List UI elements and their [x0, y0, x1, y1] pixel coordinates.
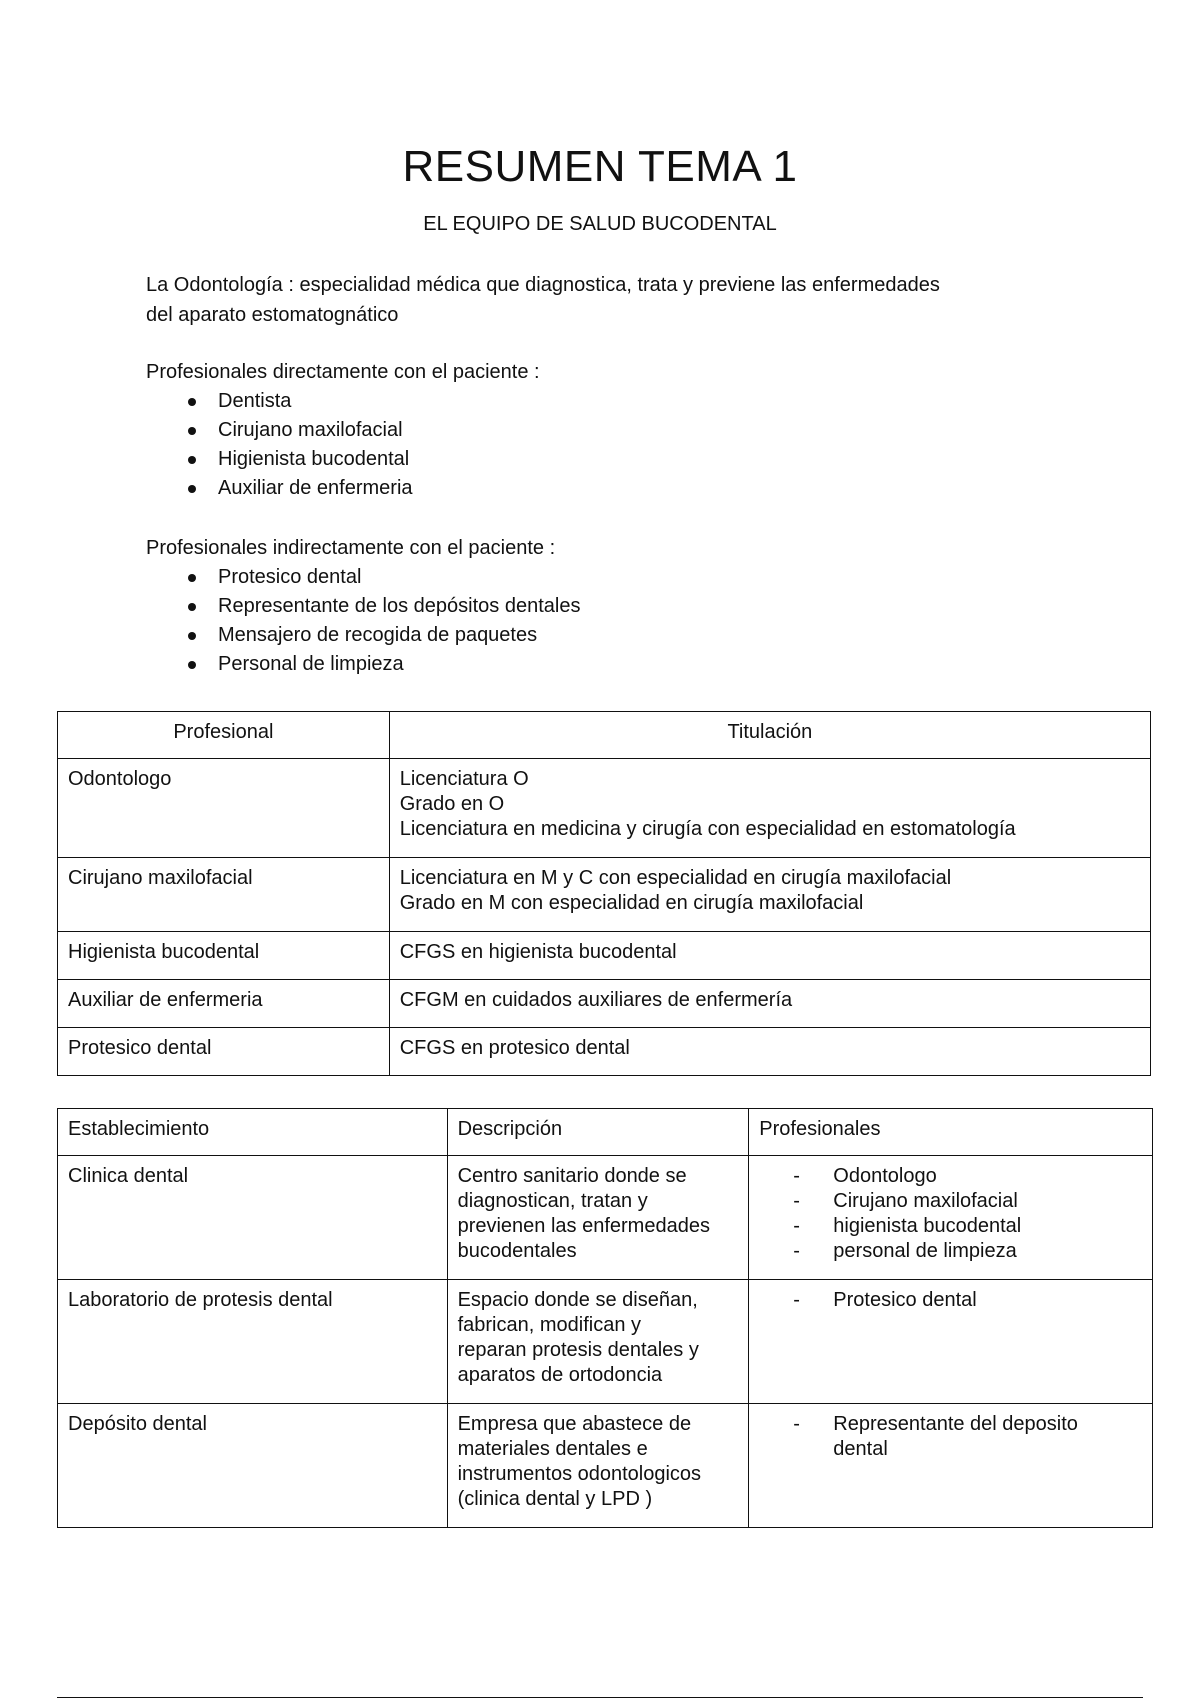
indirect-list — [146, 563, 580, 679]
list-item: Representante de los depósitos dentales — [218, 592, 580, 621]
table-row — [58, 1156, 1153, 1280]
descripcion-line: fabrican, modifican y — [457, 1314, 641, 1336]
titulacion-line: CFGS en higienista bucodental — [399, 941, 677, 963]
descripcion-line: instrumentos odontologicos — [457, 1463, 702, 1485]
cell-descripcion — [447, 1404, 749, 1528]
descripcion-line: bucodentales — [457, 1240, 577, 1262]
descripcion-line: aparatos de ortodoncia — [457, 1364, 663, 1386]
cell-profesional: Auxiliar de enfermeria — [58, 980, 390, 1028]
cell-establecimiento: Clinica dental — [58, 1156, 448, 1280]
table-row — [58, 1028, 1151, 1076]
cell-titulacion — [389, 1028, 1150, 1076]
titulacion-line: Grado en M con especialidad en cirugía maxilofacial — [399, 892, 864, 914]
cell-profesional: Odontologo — [58, 759, 390, 858]
intro-line: del aparato estomatognático — [146, 304, 399, 326]
list-item — [833, 1412, 1142, 1462]
cell-establecimiento: Laboratorio de protesis dental — [58, 1280, 448, 1404]
column-header-titulacion: Titulación — [389, 712, 1150, 759]
descripcion-line: Espacio donde se diseñan, — [457, 1289, 698, 1311]
cell-profesional: Protesico dental — [58, 1028, 390, 1076]
titulacion-line: Grado en O — [399, 793, 505, 815]
direct-professionals-section — [146, 358, 540, 503]
titulacion-line: Licenciatura O — [399, 768, 529, 790]
titulacion-line: CFGM en cuidados auxiliares de enfermería — [399, 989, 793, 1011]
cell-titulacion — [389, 759, 1150, 858]
descripcion-line: (clinica dental y LPD ) — [457, 1488, 653, 1510]
list-item-line: dental — [833, 1438, 888, 1460]
descripcion-line: Empresa que abastece de — [457, 1413, 692, 1435]
list-item: - Odontologo — [833, 1164, 1142, 1189]
column-header-profesionales: Profesionales — [749, 1109, 1153, 1156]
cell-profesionales — [749, 1404, 1153, 1528]
direct-heading: Profesionales directamente con el paciente : — [146, 361, 540, 383]
column-header-profesional: Profesional — [58, 712, 390, 759]
indirect-heading: Profesionales indirectamente con el paciente : — [146, 537, 556, 559]
titulacion-table — [57, 711, 1151, 1076]
cell-profesionales — [749, 1280, 1153, 1404]
list-item: - Protesico dental — [833, 1288, 1142, 1313]
direct-list — [146, 387, 540, 503]
cell-descripcion — [447, 1156, 749, 1280]
descripcion-line: materiales dentales e — [457, 1438, 648, 1460]
cell-titulacion — [389, 932, 1150, 980]
cell-profesionales — [749, 1156, 1153, 1280]
list-item: - higienista bucodental — [833, 1214, 1142, 1239]
list-item-line: - Representante del deposito — [833, 1413, 1078, 1435]
table-row — [58, 858, 1151, 932]
profesionales-list — [759, 1412, 1142, 1462]
table-header-row — [58, 712, 1151, 759]
profesionales-list — [759, 1288, 1142, 1313]
list-item: Cirujano maxilofacial — [218, 416, 540, 445]
cell-profesional: Cirujano maxilofacial — [58, 858, 390, 932]
titulacion-line: Licenciatura en medicina y cirugía con especialidad en estomatología — [399, 818, 1016, 840]
titulacion-line: CFGS en protesico dental — [399, 1037, 630, 1059]
cell-titulacion — [389, 858, 1150, 932]
establecimientos-table — [57, 1108, 1153, 1528]
page-title: RESUMEN TEMA 1 — [402, 142, 798, 191]
table-row — [58, 1280, 1153, 1404]
intro-line: La Odontología : especialidad médica que diagnostica, trata y previene las enfermedades — [146, 274, 940, 296]
descripcion-line: previenen las enfermedades — [457, 1215, 710, 1237]
page-subtitle: EL EQUIPO DE SALUD BUCODENTAL — [423, 213, 777, 235]
list-item: Dentista — [218, 387, 540, 416]
table-row — [58, 759, 1151, 858]
cell-titulacion — [389, 980, 1150, 1028]
intro-paragraph — [146, 270, 1046, 330]
cell-descripcion — [447, 1280, 749, 1404]
list-item: Mensajero de recogida de paquetes — [218, 621, 580, 650]
table-row — [58, 980, 1151, 1028]
table-row — [58, 1404, 1153, 1528]
list-item: Personal de limpieza — [218, 650, 580, 679]
titulacion-line: Licenciatura en M y C con especialidad en cirugía maxilofacial — [399, 867, 952, 889]
table-row — [58, 932, 1151, 980]
descripcion-line: diagnostican, tratan y — [457, 1190, 648, 1212]
column-header-establecimiento: Establecimiento — [58, 1109, 448, 1156]
descripcion-line: Centro sanitario donde se — [457, 1165, 687, 1187]
column-header-descripcion: Descripción — [447, 1109, 749, 1156]
list-item: Higienista bucodental — [218, 445, 540, 474]
descripcion-line: reparan protesis dentales y — [457, 1339, 699, 1361]
cell-profesional: Higienista bucodental — [58, 932, 390, 980]
indirect-professionals-section — [146, 534, 580, 679]
list-item: Protesico dental — [218, 563, 580, 592]
cell-establecimiento: Depósito dental — [58, 1404, 448, 1528]
table-header-row — [58, 1109, 1153, 1156]
footer-divider — [57, 1697, 1143, 1698]
list-item: Auxiliar de enfermeria — [218, 474, 540, 503]
list-item: - personal de limpieza — [833, 1239, 1142, 1264]
list-item: - Cirujano maxilofacial — [833, 1189, 1142, 1214]
profesionales-list — [759, 1164, 1142, 1264]
